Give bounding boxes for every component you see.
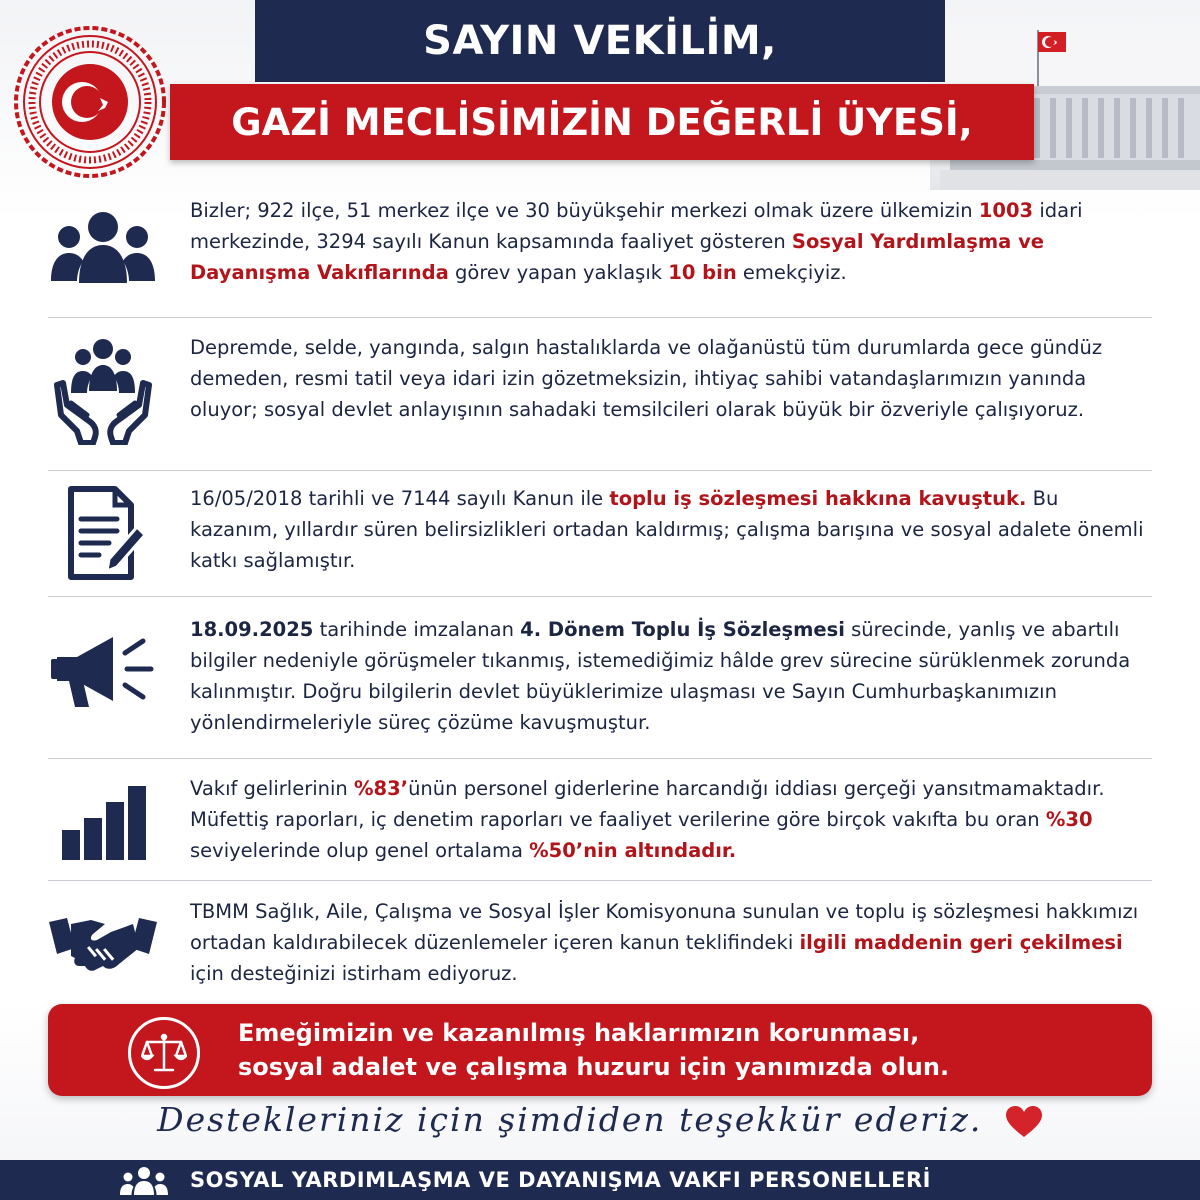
heart-icon <box>1005 1105 1043 1139</box>
section-text <box>190 332 1152 425</box>
tbmm-seal-logo <box>10 22 170 182</box>
people-group-icon <box>48 202 158 292</box>
text-segment: idari merkezinde, 3294 sayılı Kanun kapsamında faaliyet gösteren <box>190 199 1083 253</box>
section-text <box>190 614 1152 738</box>
header-title-line2: GAZİ MECLİSİMİZİN DEĞERLİ ÜYESİ, <box>170 84 1034 160</box>
handshake-icon <box>48 900 158 986</box>
banner-line1: Emeğimizin ve kazanılmış haklarımızın korunması, <box>238 1019 920 1047</box>
highlighted-text: Sosyal Yardımlaşma ve Dayanışma Vakıflarında <box>190 230 1045 284</box>
divider <box>48 317 1152 318</box>
section-service <box>48 325 1152 475</box>
section-expenses <box>48 766 1152 876</box>
highlighted-text: 1003 <box>978 199 1034 222</box>
section-text <box>190 773 1152 866</box>
section-agreement <box>48 478 1152 593</box>
bold-text: 18.09.2025 <box>190 618 314 641</box>
text-segment: TBMM Sağlık, Aile, Çalışma ve Sosyal İşler Komisyonuna sunulan ve toplu iş sözleşmesi hakkımızı ortadan kaldırabilecek düzenlemeler içeren kanun teklifindeki <box>190 900 1139 954</box>
text-segment: görev yapan yaklaşık <box>448 261 669 284</box>
highlighted-text: %50’nin altındadır. <box>529 839 737 862</box>
divider <box>48 470 1152 471</box>
thanks-message <box>0 1100 1200 1139</box>
highlighted-text: %83’ <box>353 777 409 800</box>
highlighted-text: %30 <box>1045 808 1093 831</box>
footer-bar <box>0 1160 1200 1200</box>
text-segment: tarihinde imzalanan <box>313 618 521 641</box>
call-to-action-banner <box>48 1004 1152 1096</box>
scales-of-justice-icon <box>128 1017 200 1089</box>
text-segment: ünün personel giderlerine harcandığı iddiası gerçeği yansıtmamaktadır. Müfettiş raporları, iç denetim raporları ve faaliyet verilerine göre birçok vakıfta bu oran <box>190 777 1105 831</box>
text-segment: Bu kazanım, yıllardır süren belirsizlikleri ortadan kaldırmış; çalışma barışına ve sosyal adalete önemli katkı sağlamıştır. <box>190 487 1144 572</box>
header-title-line1: SAYIN VEKİLİM, <box>255 0 945 82</box>
section-text <box>190 896 1152 989</box>
bold-text: 4. Dönem Toplu İş Sözleşmesi <box>520 618 845 641</box>
highlighted-text: ilgili maddenin geri çekilmesi <box>799 931 1123 954</box>
section-workers <box>48 186 1152 310</box>
footer-text: SOSYAL YARDIMLAŞMA VE DAYANIŞMA VAKFI PERSONELLERİ <box>190 1168 931 1192</box>
people-group-icon <box>112 1166 176 1196</box>
divider <box>48 880 1152 881</box>
text-segment: seviyelerinde olup genel ortalama <box>190 839 530 862</box>
text-segment: için desteğinizi istirham ediyoruz. <box>190 962 518 985</box>
megaphone-icon <box>48 626 158 716</box>
text-segment: sürecinde, yanlış ve abartılı bilgiler nedeniyle görüşmeler tıkanmış, istemediğimiz hâlde grev sürecine sürüklenmek zorunda kalınmıştır. Doğru bilgilerin devlet büyüklerimize ulaşması ve Sayın Cumhurbaşkanımızın yönlendirmeleriyle süreç çözüme kavuşmuştur. <box>190 618 1131 734</box>
highlighted-text: toplu iş sözleşmesi hakkına kavuştuk. <box>609 487 1027 510</box>
text-segment: Vakıf gelirlerinin <box>190 777 354 800</box>
document-pen-icon <box>48 484 158 582</box>
text-segment: emekçiyiz. <box>736 261 847 284</box>
section-text <box>190 195 1152 288</box>
banner-line2: sosyal adalet ve çalışma huzuru için yanımızda olun. <box>238 1053 950 1081</box>
text-segment: Depremde, selde, yangında, salgın hastalıklarda ve olağanüstü tüm durumlarda gece gündüz demeden, resmi tatil veya idari izin gözetmeksizin, ihtiyaç sahibi vatandaşlarımızın yanında oluyor; sosyal devlet anlayışının sahadaki temsilcileri olarak büyük bir özveriyle çalışıyoruz. <box>190 336 1103 421</box>
highlighted-text: 10 bin <box>668 261 737 284</box>
text-segment: Bizler; 922 ilçe, 51 merkez ilçe ve 30 büyükşehir merkezi olmak üzere ülkemizin <box>190 199 979 222</box>
bar-chart-icon <box>48 774 158 870</box>
section-text <box>190 483 1152 576</box>
text-segment: 16/05/2018 tarihli ve 7144 sayılı Kanun ile <box>190 487 610 510</box>
divider <box>48 596 1152 597</box>
thanks-text: Destekleriniz için şimdiden teşekkür ederiz. <box>157 1100 983 1139</box>
banner-message <box>238 1016 1118 1084</box>
section-request <box>48 888 1152 1000</box>
divider <box>48 758 1152 759</box>
section-strike <box>48 604 1152 754</box>
hands-people-icon <box>48 331 158 449</box>
